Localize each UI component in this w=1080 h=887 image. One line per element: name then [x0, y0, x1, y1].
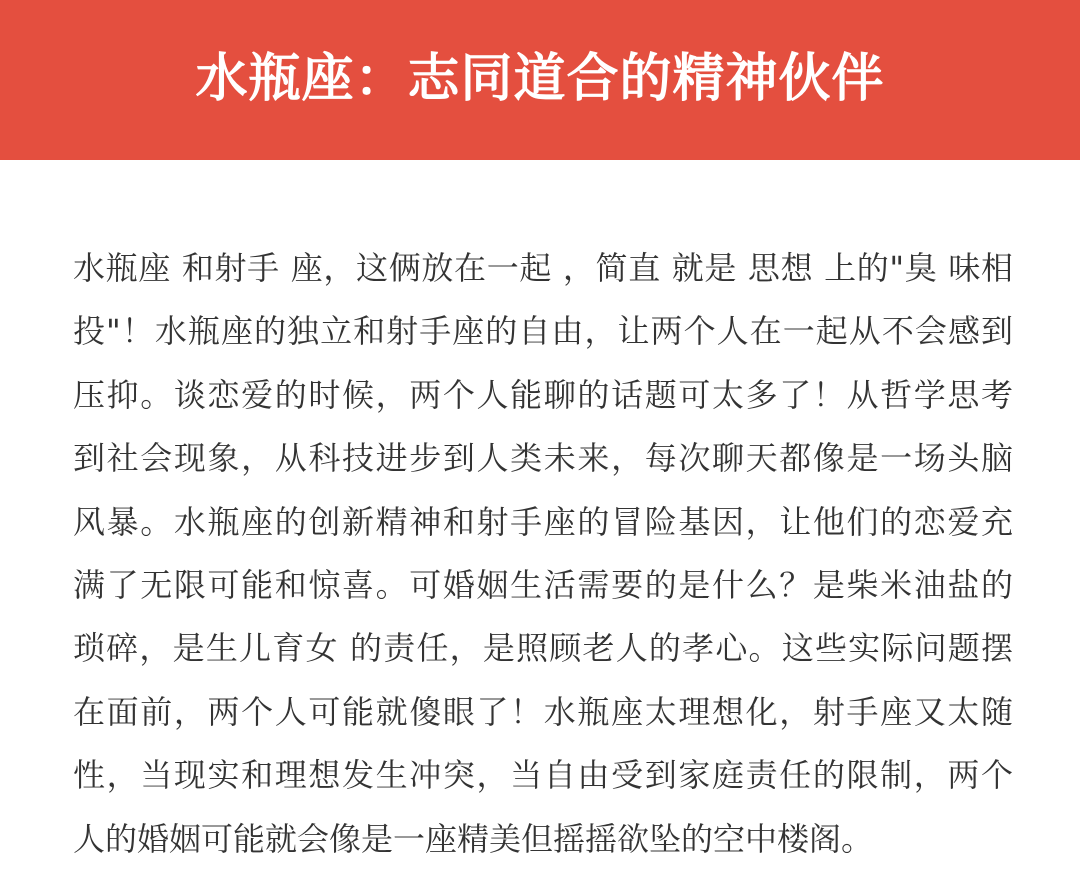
paragraph-line: 压抑。谈恋爱的时候，两个人能聊的话题可太多了！从哲学思考: [73, 375, 1013, 414]
paragraph-line: 风暴。水瓶座的创新精神和射手座的冒险基因，让他们的恋爱充: [73, 502, 1013, 541]
paragraph-line: 满了无限可能和惊喜。可婚姻生活需要的是什么？是柴米油盐的: [73, 565, 1013, 604]
page-title: 水瓶座：志同道合的精神伙伴: [195, 48, 885, 109]
paragraph-line: 水瓶座 和射手 座，这俩放在一起 ，简直 就是 思想 上的"臭 味相: [73, 249, 1013, 287]
paragraph-line: 人的婚姻可能就会像是一座精美但摇摇欲坠的空中楼阁。: [73, 819, 874, 858]
title-banner: [0, 0, 1080, 160]
article-body: [73, 237, 1013, 871]
paragraph-line: 到社会现象，从科技进步到人类未来，每次聊天都像是一场头脑: [73, 439, 1013, 478]
paragraph-line: 投"！水瓶座的独立和射手座的自由，让两个人在一起从不会感到: [73, 312, 1013, 351]
paragraph-line: 在面前，两个人可能就傻眼了！水瓶座太理想化，射手座又太随: [73, 692, 1013, 731]
paragraph-line: 琐碎，是生儿育女 的责任，是照顾老人的孝心。这些实际问题摆: [73, 629, 1013, 668]
paragraph-line: 性，当现实和理想发生冲突，当自由受到家庭责任的限制，两个: [73, 756, 1013, 795]
